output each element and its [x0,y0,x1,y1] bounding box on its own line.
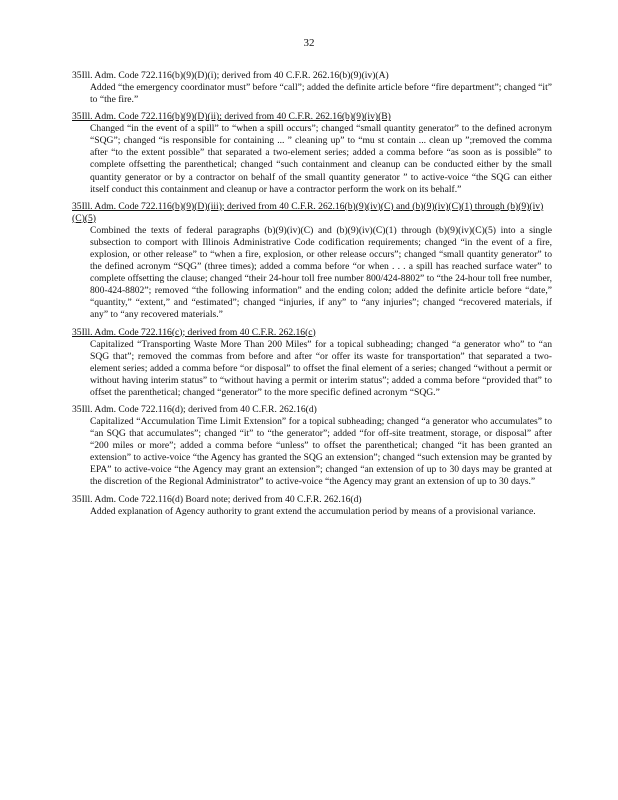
entry-explanation: Capitalized “Accumulation Time Limit Extension” for a topical subheading; changed “a generator who accumulates” to “an SQG that accumulates”; changed “it” to “the generator”; added “for off-site treatment, storage, or disposal” after “200 miles or more”; added a comma before “unless” to offset the parenthetical; changed “it has been granted an extension” to active-voice “the Agency has granted the SQG an extension”; changed “such extension may be granted by EPA” to active-voice “the Agency may grant an extension”; changed “an extension of up to 30 days may be granted at the discretion of the Regional Administrator” to active-voice “the Agency may grant an extension of up to 30 days.” [90,415,552,488]
note-entry [72,494,552,518]
entry-explanation: Changed “in the event of a spill” to “when a spill occurs”; changed “small quantity generator” to the defined acronym “SQG”; changed “is responsible for containing ... ” cleaning up” to “mu st contain ... clean up ”;removed the comma after “to the extent possible” that separated a two-element series; added a comma before “as soon as is possible” to complete offsetting the parenthetical; changed “such containment and cleanup can be conducted either by the small quantity generator or by a contractor on behalf of the small quantity generator ” to active-voice “the SQG can either itself conduct this containment and cleanup or have a contractor perform the work on its behalf.” [90,123,552,195]
entry-citation: 35Ill. Adm. Code 722.116(b)(9)(D)(i); derived from 40 C.F.R. 262.16(b)(9)(iv)(A) [72,70,389,81]
note-entry [72,201,552,322]
entry-explanation: Combined the texts of federal paragraphs (b)(9)(iv)(C) and (b)(9)(iv)(C)(1) through (b)(9)(iv)(C)(5) into a single subsection to comport with Illinois Administrative Code codification requirements; changed “in the event of a fire, explosion, or other release” to “when a fire, explosion, or other release occurs”; changed “small quantity generator” to the defined acronym “SQG” (three times); added a comma before “or when . . . a spill has reached surface water” to complete offsetting the clause; changed “their 24-hour toll free number 800/424-8802” to “the 24-hour toll free number, 800-424-8802”; removed “the following information” and the ending colon; added the definite article before “date,” “quantity,” “extent,” and “estimated”; changed “injuries, if any” to “any injuries”; changed “recovered materials, if any” to “any recovered materials.” [90,224,552,321]
entry-citation: 35Ill. Adm. Code 722.116(b)(9)(D)(iii); derived from 40 C.F.R. 262.16(b)(9)(iv)(C) and (b)(9)(iv)(C)(1) through (b)(9)(iv)(C)(5) [72,200,544,224]
page-number: 32 [303,37,315,49]
entry-citation: 35Ill. Adm. Code 722.116(c); derived from 40 C.F.R. 262.16(c) [72,326,316,338]
note-entry [72,111,552,196]
note-entries [72,70,552,523]
note-entry [72,327,552,399]
entry-citation: 35Ill. Adm. Code 722.116(d) Board note; derived from 40 C.F.R. 262.16(d) [72,493,362,505]
entry-citation: 35Ill. Adm. Code 722.116(d); derived from 40 C.F.R. 262.16(d) [72,403,317,415]
entry-explanation: Added “the emergency coordinator must” before “call”; added the definite article before “fire department”; changed “it” to “the fire.” [90,82,552,106]
entry-citation: 35Ill. Adm. Code 722.116(b)(9)(D)(ii); derived from 40 C.F.R. 262.16(b)(9)(iv)(B) [72,111,391,123]
entry-explanation: Added explanation of Agency authority to grant extend the accumulation period by means of a provisional variance. [90,505,536,517]
note-entry [72,404,552,489]
entry-explanation: Capitalized “Transporting Waste More Than 200 Miles” for a topical subheading; changed “a generator who” to “an SQG that”; removed the commas from before and after “or offer its waste for transportation” that separated a two-element series; added a comma before “or disposal” to offset the final element of a series; changed “without a permit or without having interim status” to “without having a permit or interim status”; added a comma before “provided that” to offset the parenthetical; changed “generator” to the more specific defined acronym “SQG.” [90,338,552,398]
note-entry [72,70,552,106]
